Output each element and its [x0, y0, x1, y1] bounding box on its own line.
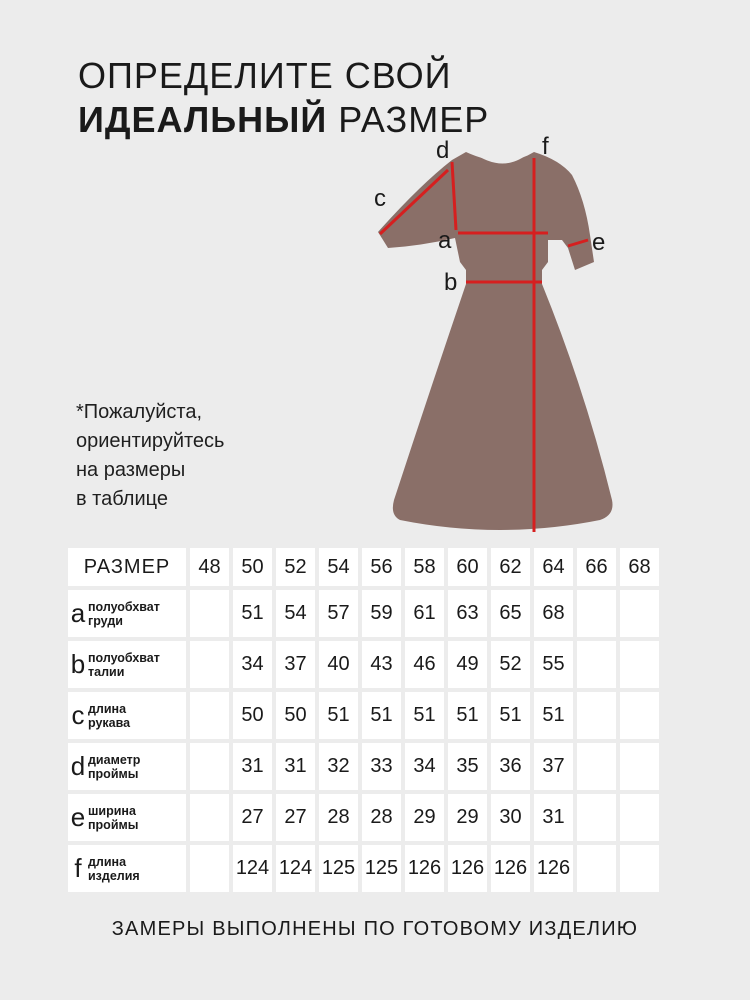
- measurement-row: [68, 692, 659, 739]
- measurement-value: 33: [362, 743, 401, 790]
- measurement-value: 125: [319, 845, 358, 892]
- measurement-value: 51: [362, 692, 401, 739]
- size-header: 58: [405, 548, 444, 586]
- size-header: 62: [491, 548, 530, 586]
- measurement-label-cell: [68, 845, 186, 892]
- size-header: 66: [577, 548, 616, 586]
- measurement-description-line-1: длина: [88, 701, 127, 716]
- measurement-letter: c: [71, 700, 85, 730]
- size-table-body: [68, 590, 659, 892]
- measurement-value: 51: [448, 692, 487, 739]
- measurement-value: 29: [448, 794, 487, 841]
- measurement-row: [68, 743, 659, 790]
- size-header: 56: [362, 548, 401, 586]
- title-line-1: ОПРЕДЕЛИТЕ СВОЙ: [78, 55, 452, 96]
- note-line-1: *Пожалуйста,: [76, 401, 203, 423]
- measurement-description-line-2: рукава: [88, 715, 131, 730]
- measurement-value: [577, 845, 616, 892]
- measurement-value: 40: [319, 641, 358, 688]
- measurement-description: [88, 651, 160, 679]
- measurement-value: 32: [319, 743, 358, 790]
- size-header-label-cell: [68, 548, 186, 586]
- measurement-label-cell: [68, 641, 186, 688]
- diagram-label-a: a: [438, 227, 452, 254]
- measurement-description-line-2: изделия: [88, 868, 140, 883]
- measurement-value: 30: [491, 794, 530, 841]
- footer-note: ЗАМЕРЫ ВЫПОЛНЕНЫ ПО ГОТОВОМУ ИЗДЕЛИЮ: [111, 918, 639, 940]
- diagram-label-d: d: [436, 137, 450, 164]
- measurement-description-line-1: диаметр: [88, 752, 141, 767]
- measurement-value: 124: [233, 845, 272, 892]
- measurement-value: [620, 743, 659, 790]
- measurement-description: [88, 855, 140, 883]
- measurement-value: 46: [405, 641, 444, 688]
- measurement-row: [68, 641, 659, 688]
- measurement-value: [190, 590, 229, 637]
- measurement-row: [68, 845, 659, 892]
- measurement-letter: d: [70, 751, 86, 781]
- measurement-letter: f: [74, 853, 82, 883]
- measurement-description: [88, 804, 138, 832]
- measurement-description: [88, 753, 140, 781]
- measurement-value: [577, 692, 616, 739]
- measurement-letter: b: [70, 649, 86, 679]
- measurement-value: 27: [233, 794, 272, 841]
- measurement-value: 28: [319, 794, 358, 841]
- measurement-value: [190, 641, 229, 688]
- measurement-description-line-1: полуобхват: [88, 599, 160, 614]
- dress-silhouette: [378, 152, 613, 530]
- measurement-value: [577, 794, 616, 841]
- size-table: [64, 544, 663, 896]
- measurement-description-line-2: талии: [88, 664, 125, 679]
- dress-measurement-diagram: [360, 130, 630, 540]
- measurement-value: 51: [534, 692, 573, 739]
- measurement-value: 28: [362, 794, 401, 841]
- measurement-letter: a: [70, 598, 86, 628]
- size-header: 50: [233, 548, 272, 586]
- note-line-4: в таблице: [76, 488, 168, 510]
- measurement-value: 65: [491, 590, 530, 637]
- size-header: 52: [276, 548, 315, 586]
- measurement-value: 126: [534, 845, 573, 892]
- measurement-description: [88, 702, 130, 730]
- measurement-value: 34: [405, 743, 444, 790]
- measurement-value: 126: [491, 845, 530, 892]
- diagram-label-e: e: [592, 229, 606, 256]
- measurement-value: 125: [362, 845, 401, 892]
- measurement-value: [620, 590, 659, 637]
- measurement-value: 35: [448, 743, 487, 790]
- page-title: [78, 54, 489, 142]
- measurement-value: 49: [448, 641, 487, 688]
- measurement-value: 59: [362, 590, 401, 637]
- size-header-row: [68, 548, 659, 586]
- measurement-value: 51: [491, 692, 530, 739]
- measurement-value: 27: [276, 794, 315, 841]
- measurement-value: [620, 641, 659, 688]
- measurement-value: [190, 845, 229, 892]
- note-line-3: на размеры: [76, 459, 186, 481]
- measurement-value: 37: [276, 641, 315, 688]
- measurement-value: 126: [448, 845, 487, 892]
- size-header: 60: [448, 548, 487, 586]
- size-note: [76, 398, 224, 514]
- measurement-value: [620, 692, 659, 739]
- size-header: 48: [190, 548, 229, 586]
- diagram-label-b: b: [444, 269, 458, 296]
- size-header: 68: [620, 548, 659, 586]
- size-header: 64: [534, 548, 573, 586]
- measurement-value: 50: [233, 692, 272, 739]
- measurement-letter: e: [70, 802, 86, 832]
- measurement-description-line-1: длина: [88, 854, 127, 869]
- measurement-value: 57: [319, 590, 358, 637]
- title-bold-word: ИДЕАЛЬНЫЙ: [78, 99, 328, 140]
- measurement-value: 50: [276, 692, 315, 739]
- measurement-description-line-1: ширина: [88, 803, 136, 818]
- note-line-2: ориентируйтесь: [76, 430, 225, 452]
- measurement-value: [190, 692, 229, 739]
- measurement-description-line-1: полуобхват: [88, 650, 160, 665]
- measurement-value: 61: [405, 590, 444, 637]
- measurement-label-cell: [68, 590, 186, 637]
- measurement-value: 31: [276, 743, 315, 790]
- measurement-value: [577, 590, 616, 637]
- diagram-label-c: c: [374, 185, 386, 212]
- measurement-row: [68, 590, 659, 637]
- measurement-description-line-2: проймы: [88, 766, 139, 781]
- diagram-label-f: f: [542, 133, 549, 160]
- measurement-value: [577, 743, 616, 790]
- measurement-label-cell: [68, 743, 186, 790]
- measurement-description: [88, 600, 160, 628]
- title-rest-word: РАЗМЕР: [338, 99, 490, 140]
- measurement-value: 51: [405, 692, 444, 739]
- measurement-value: [620, 794, 659, 841]
- measurement-label-cell: [68, 794, 186, 841]
- measurement-value: 55: [534, 641, 573, 688]
- measurement-value: 31: [534, 794, 573, 841]
- measurement-value: 36: [491, 743, 530, 790]
- measurement-value: 68: [534, 590, 573, 637]
- measurement-value: 63: [448, 590, 487, 637]
- measurement-value: [190, 743, 229, 790]
- size-header: 54: [319, 548, 358, 586]
- measurement-value: [620, 845, 659, 892]
- measurement-value: [190, 794, 229, 841]
- measurement-value: 43: [362, 641, 401, 688]
- measurement-value: 124: [276, 845, 315, 892]
- measurement-value: 37: [534, 743, 573, 790]
- measurement-row: [68, 794, 659, 841]
- measurement-value: [577, 641, 616, 688]
- measurement-description-line-2: груди: [88, 613, 123, 628]
- measurement-value: 52: [491, 641, 530, 688]
- measurement-value: 126: [405, 845, 444, 892]
- size-header-label: РАЗМЕР: [83, 555, 171, 578]
- measurement-value: 29: [405, 794, 444, 841]
- measurement-value: 51: [319, 692, 358, 739]
- measurement-label-cell: [68, 692, 186, 739]
- measurement-value: 54: [276, 590, 315, 637]
- measurement-value: 31: [233, 743, 272, 790]
- measurement-value: 34: [233, 641, 272, 688]
- measurement-description-line-2: проймы: [88, 817, 139, 832]
- measurement-value: 51: [233, 590, 272, 637]
